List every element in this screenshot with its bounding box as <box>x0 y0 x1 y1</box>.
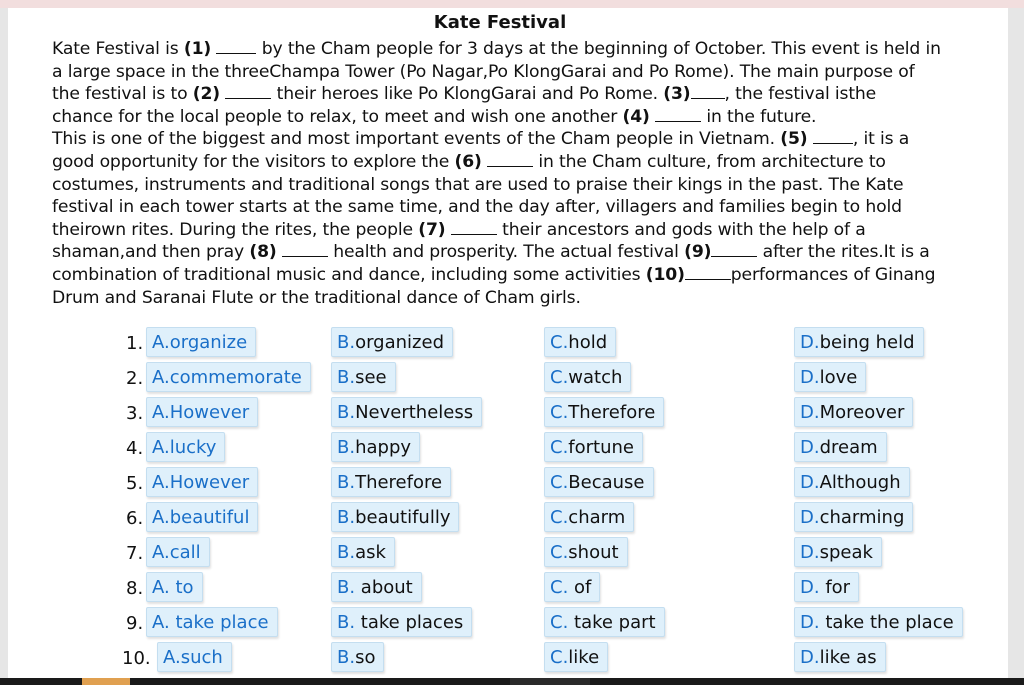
passage-text <box>52 38 1007 309</box>
option-d[interactable]: D.like as <box>794 642 886 672</box>
option-a[interactable]: A.However <box>146 467 258 497</box>
option-a[interactable]: A. take place <box>146 607 278 637</box>
answer-blank-3 <box>691 84 725 99</box>
passage-line: festival in each tower starts at the same time, and the day after, villagers and families begin to hold <box>52 197 902 218</box>
question-row-8 <box>0 572 1000 606</box>
question-row-1 <box>0 327 1000 361</box>
option-d[interactable]: D.love <box>794 362 866 392</box>
question-number: 7. <box>126 543 144 564</box>
passage-line: theirown rites. During the rites, the people (7) their ancestors and gods with the help of a <box>52 219 866 240</box>
option-a[interactable]: A.beautiful <box>146 502 258 532</box>
passage-line: This is one of the biggest and most important events of the Cham people in Vietnam. (5) , it is a <box>52 129 910 150</box>
question-number: 8. <box>126 578 144 599</box>
answer-blank-5 <box>813 129 853 144</box>
option-b[interactable]: B.Therefore <box>331 467 451 497</box>
option-c[interactable]: C.Therefore <box>544 397 664 427</box>
option-b[interactable]: B. about <box>331 572 422 602</box>
passage-line: good opportunity for the visitors to explore the (6) in the Cham culture, from architecture to <box>52 151 886 172</box>
answer-blank-9 <box>711 242 757 257</box>
option-b[interactable]: B.happy <box>331 432 420 462</box>
option-d[interactable]: D. for <box>794 572 859 602</box>
answer-blank-7 <box>451 220 497 235</box>
option-b[interactable]: B.so <box>331 642 384 672</box>
option-c[interactable]: C.hold <box>544 327 616 357</box>
option-c[interactable]: C. take part <box>544 607 665 637</box>
passage-line: costumes, instruments and traditional songs that are used to praise their kings in the past. The Kate <box>52 174 904 195</box>
option-b[interactable]: B.Nevertheless <box>331 397 482 427</box>
option-a[interactable]: A.call <box>146 537 210 567</box>
option-c[interactable]: C.like <box>544 642 608 672</box>
answer-blank-4 <box>655 107 701 122</box>
question-row-4 <box>0 432 1000 466</box>
option-c[interactable]: C.charm <box>544 502 634 532</box>
option-a[interactable]: A.organize <box>146 327 256 357</box>
question-number: 2. <box>126 368 144 389</box>
question-number: 5. <box>126 473 144 494</box>
question-number: 10. <box>122 648 151 669</box>
passage-line: shaman,and then pray (8) health and prosperity. The actual festival (9) after the rites.It is a <box>52 242 930 263</box>
option-b[interactable]: B. take places <box>331 607 472 637</box>
option-a[interactable]: A.such <box>157 642 232 672</box>
answer-blank-10 <box>685 265 731 280</box>
question-row-3 <box>0 397 1000 431</box>
option-c[interactable]: C.shout <box>544 537 628 567</box>
passage-line: Kate Festival is (1) by the Cham people for 3 days at the beginning of October. This event is held in <box>52 39 941 59</box>
option-d[interactable]: D.being held <box>794 327 924 357</box>
option-a[interactable]: A.However <box>146 397 258 427</box>
option-b[interactable]: B.ask <box>331 537 395 567</box>
option-c[interactable]: C.watch <box>544 362 631 392</box>
bottom-accent-dark <box>510 678 590 685</box>
passage-line: Drum and Saranai Flute or the traditional dance of Cham girls. <box>52 287 581 308</box>
option-d[interactable]: D.speak <box>794 537 882 567</box>
passage-line: the festival is to (2) their heroes like Po KlongGarai and Po Rome. (3) , the festival isthe <box>52 84 877 105</box>
option-b[interactable]: B.organized <box>331 327 453 357</box>
option-b[interactable]: B.beautifully <box>331 502 459 532</box>
page-title: Kate Festival <box>433 12 567 33</box>
frame-right-edge <box>1008 8 1024 678</box>
option-a[interactable]: A.lucky <box>146 432 225 462</box>
question-number: 3. <box>126 403 144 424</box>
option-a[interactable]: A. to <box>146 572 203 602</box>
question-row-2 <box>0 362 1000 396</box>
passage-line: combination of traditional music and dance, including some activities (10) performances of Ginang <box>52 264 936 285</box>
answer-blank-8 <box>282 242 328 257</box>
top-strip <box>0 0 1024 8</box>
option-d[interactable]: D.Although <box>794 467 910 497</box>
question-row-9 <box>0 607 1000 641</box>
option-b[interactable]: B.see <box>331 362 396 392</box>
option-c[interactable]: C.fortune <box>544 432 643 462</box>
question-row-5 <box>0 467 1000 501</box>
question-number: 1. <box>126 333 144 354</box>
passage-line: chance for the local people to relax, to meet and wish one another (4) in the future. <box>52 106 817 127</box>
answer-blank-6 <box>487 152 533 167</box>
question-number: 6. <box>126 508 144 529</box>
answer-blank-2 <box>225 84 271 99</box>
option-c[interactable]: C.Because <box>544 467 654 497</box>
option-d[interactable]: D.Moreover <box>794 397 913 427</box>
question-number: 9. <box>126 613 144 634</box>
question-number: 4. <box>126 438 144 459</box>
passage-line: a large space in the threeChampa Tower (Po Nagar,Po KlongGarai and Po Rome). The main purpose of <box>52 61 915 82</box>
question-row-7 <box>0 537 1000 571</box>
question-row-10 <box>0 642 1000 676</box>
bottom-accent <box>82 678 130 685</box>
answer-blank-1 <box>216 39 256 54</box>
option-d[interactable]: D.charming <box>794 502 913 532</box>
option-c[interactable]: C. of <box>544 572 600 602</box>
option-d[interactable]: D. take the place <box>794 607 963 637</box>
option-a[interactable]: A.commemorate <box>146 362 311 392</box>
option-d[interactable]: D.dream <box>794 432 887 462</box>
question-row-6 <box>0 502 1000 536</box>
